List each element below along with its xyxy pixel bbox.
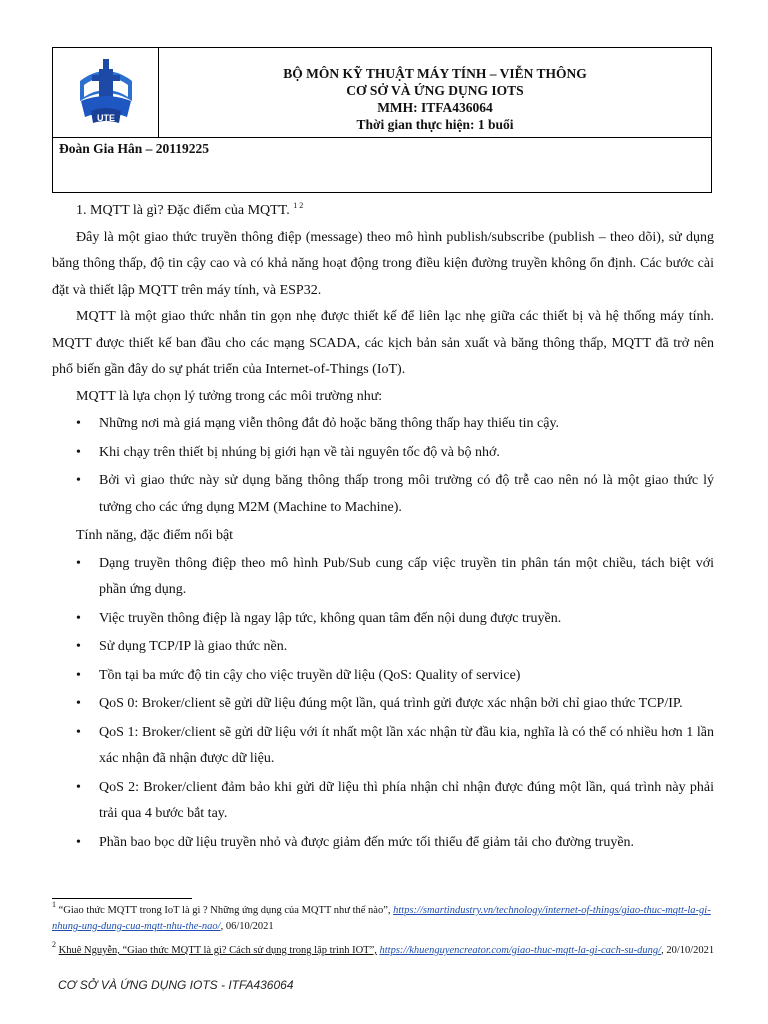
paragraph: MQTT là lựa chọn lý tưởng trong các môi trường như: — [76, 388, 383, 404]
list-item: • Việc truyền thông điệp là ngay lập tức, không quan tâm đến nội dung được truyền. — [52, 606, 714, 633]
list-item: • Bởi vì giao thức này sử dụng băng thông thấp trong môi trường có độ trễ cao nên nó là một giao thức lý tưởng cho các ứng dụng M2M (Machine to Machine). — [52, 468, 714, 521]
header-title — [159, 48, 711, 137]
footnote-2-link[interactable]: https://khuenguyencreator.com/giao-thuc-mqtt-la-gi-cach-su-dung/ — [379, 945, 662, 956]
header-table — [52, 47, 712, 193]
department-line: BỘ MÔN KỸ THUẬT MÁY TÍNH – VIỄN THÔNG — [283, 66, 587, 81]
duration-line: Thời gian thực hiện: 1 buổi — [356, 117, 514, 132]
author-name: Đoàn Gia Hân – 20119225 — [59, 141, 210, 156]
list-item: • Phần bao bọc dữ liệu truyền nhỏ và được giảm đến mức tối thiểu để giảm tải cho đường truyền. — [52, 830, 714, 857]
footnote-ref[interactable]: 1 2 — [293, 201, 304, 210]
document-body — [52, 198, 714, 858]
section-heading: 1. MQTT là gì? Đặc điểm của MQTT. $^{1 2}$ — [76, 201, 304, 218]
list-item: • Sử dụng TCP/IP là giao thức nền. — [52, 634, 714, 661]
page-footer: CƠ SỞ VÀ ỨNG DỤNG IOTS - ITFA436064 — [58, 978, 294, 992]
svg-text:UTE: UTE — [97, 113, 115, 123]
course-line: CƠ SỞ VÀ ỨNG DỤNG IOTS — [346, 83, 524, 98]
list-item: • Khi chạy trên thiết bị nhúng bị giới hạn về tài nguyên tốc độ và bộ nhớ. — [52, 440, 714, 467]
list-item: • QoS 1: Broker/client sẽ gửi dữ liệu với ít nhất một lần xác nhận từ đầu kia, nghĩa là có thể có nhiều hơn 1 lần xác nhận đã nhận được dữ liệu. — [52, 720, 714, 773]
paragraph: Tính năng, đặc điểm nổi bật — [76, 528, 234, 543]
list-item: • QoS 2: Broker/client đảm bảo khi gửi dữ liệu thì phía nhận chỉ nhận được đúng một lần, quá trình này phải trải qua 4 bước bắt tay. — [52, 775, 714, 828]
list-item: • Tồn tại ba mức độ tin cậy cho việc truyền dữ liệu (QoS: Quality of service) — [52, 663, 714, 690]
environment-list — [52, 411, 714, 521]
list-item: • Những nơi mà giá mạng viễn thông đắt đỏ hoặc băng thông thấp hay thiếu tin cậy. — [52, 411, 714, 438]
footnote-separator — [52, 898, 192, 899]
paragraph: MQTT là một giao thức nhắn tin gọn nhẹ được thiết kế để liên lạc nhẹ giữa các thiết bị và hệ thống máy tính. MQTT được thiết kế ban đầu cho các mạng SCADA, các kịch bản sản xuất và băng thông thấp, MQTT đã trở nên phổ biến gần đây do sự phát triển của Internet-of-Things (IoT). — [52, 309, 714, 377]
course-code-line: MMH: ITFA436064 — [377, 100, 493, 115]
footnotes — [52, 900, 716, 967]
logo-cell — [53, 48, 159, 137]
footnote-1: $^1$ “Giao thức MQTT trong IoT là gì ? Những ứng dụng của MQTT như thế nào”, https://smartindustry.vn/technology/internet-of-things/giao-thuc-mqtt-la-gi-nhung-ung-dung-cua-mqtt-nhu-the-nao/, 06/10/2021 — [52, 900, 711, 932]
paragraph: Đây là một giao thức truyền thông điệp (message) theo mô hình publish/subscribe (publish – theo dõi), sử dụng băng thông thấp, độ tin cậy cao và có khả năng hoạt động trong điều kiện đường truyền không ổn định. Các bước cài đặt và thiết lập MQTT trên máy tính, và ESP32. — [52, 229, 714, 298]
ute-logo — [77, 55, 135, 131]
list-item: • QoS 0: Broker/client sẽ gửi dữ liệu đúng một lần, quá trình gửi được xác nhận bởi chỉ giao thức TCP/IP. — [52, 691, 714, 718]
footnote-2: $^2$ Khuê Nguyễn, “Giao thức MQTT là gì? Cách sử dụng trong lập trình IOT”, https://khuenguyencreator.com/giao-thuc-mqtt-la-gi-cach-su-dung/, 20/10/2021 — [52, 940, 715, 956]
footnote-1-link[interactable]: https://smartindustry.vn/technology/internet-of-things/giao-thuc-mqtt-la-gi-nhung-ung-dung-cua-mqtt-nhu-the-nao/ — [52, 905, 711, 932]
list-item: • Dạng truyền thông điệp theo mô hình Pub/Sub cung cấp việc truyền tin phân tán một chiều, tách biệt với phần ứng dụng. — [52, 551, 714, 604]
features-list — [52, 551, 714, 857]
author-row — [53, 137, 711, 192]
